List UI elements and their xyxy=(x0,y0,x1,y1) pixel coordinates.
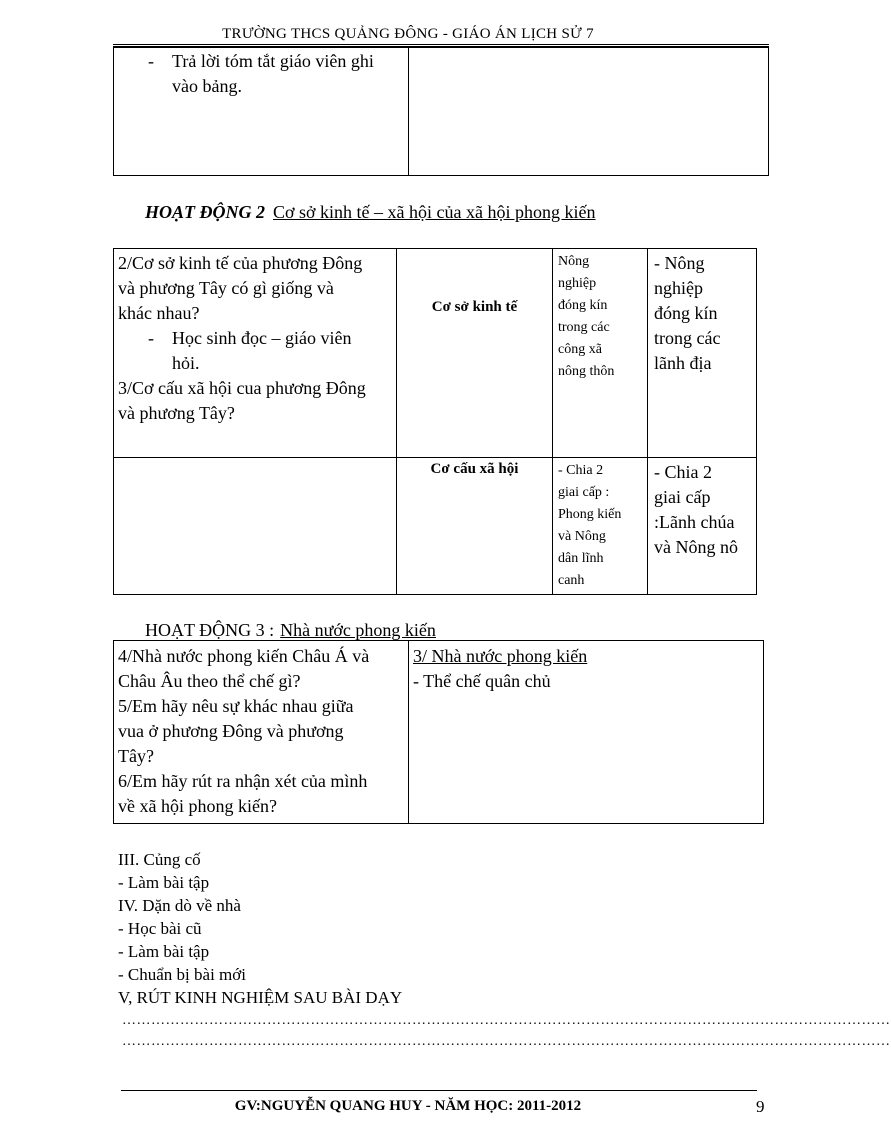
answer-table xyxy=(113,46,769,176)
answer-bullet: - Trả lời tóm tắt giáo viên ghi vào bảng. xyxy=(148,51,374,96)
answer-line-2: vào bảng. xyxy=(172,76,242,96)
answer-line-1: Trả lời tóm tắt giáo viên ghi xyxy=(172,51,374,71)
state-answer-cell xyxy=(409,641,764,824)
row-1-east-text xyxy=(553,249,647,385)
dotted-line-1: …………………………………………………………………………………………………………………………………………… xyxy=(122,1013,891,1028)
question-2-line-2: và phương Tây có gì giống và xyxy=(118,278,334,298)
row-2-west-cell xyxy=(648,458,757,595)
dotted-line-2: …………………………………………………………………………………………………………………………………………… xyxy=(122,1034,891,1049)
row-2-east-line: dân lĩnh xyxy=(558,551,604,566)
row-1-west-line: trong các xyxy=(654,328,721,348)
activity-3-title: Nhà nước phong kiến xyxy=(280,620,436,640)
question-2-line-1: 2/Cơ sở kinh tế của phương Đông xyxy=(118,253,363,273)
row-2-west-line: - Chia 2 xyxy=(654,462,712,482)
question-6-line-2: về xã hội phong kiến? xyxy=(118,796,277,816)
question-5-line-1: 5/Em hãy nêu sự khác nhau giữa xyxy=(118,696,354,716)
state-table xyxy=(113,640,764,824)
row-1-label-cell xyxy=(397,249,553,458)
row-2-label: Cơ cấu xã hội xyxy=(430,461,519,477)
row-1-west-line: nghiệp xyxy=(654,278,703,298)
row-2-east-line: - Chia 2 xyxy=(558,463,604,478)
economy-society-table xyxy=(113,248,757,595)
homework-item: - Chuẩn bị bài mới xyxy=(118,965,246,984)
row-1-east-line: nông thôn xyxy=(558,364,615,379)
row-1-east-line: trong các xyxy=(558,320,610,335)
section-consolidation: III. Củng cố xyxy=(118,850,201,869)
question-5-line-2: vua ở phương Đông và phương xyxy=(118,721,344,741)
row-2-east-line: Phong kiến xyxy=(558,507,622,522)
row-1-label: Cơ sở kinh tế xyxy=(431,299,518,315)
row-1-west-line: lãnh địa xyxy=(654,353,712,373)
row-2-east-line: và Nông xyxy=(558,529,606,544)
activity-2-title: Cơ sở kinh tế – xã hội của xã hội phong kiến xyxy=(273,202,596,222)
homework-item: - Học bài cũ xyxy=(118,919,202,938)
bullet-line-1: Học sinh đọc – giáo viên xyxy=(172,328,352,348)
homework-item: - Làm bài tập xyxy=(118,942,210,961)
row-2-west-text xyxy=(648,458,756,562)
row-2-label-cell xyxy=(397,458,553,595)
row-2-east-line: canh xyxy=(558,573,585,588)
row-2-empty-cell xyxy=(114,458,397,595)
page-header-title: TRƯỜNG THCS QUẢNG ĐÔNG - GIÁO ÁN LỊCH SỬ 7 xyxy=(222,26,594,42)
row-1-east-line: Nông xyxy=(558,254,590,269)
state-answer-line: - Thể chế quân chủ xyxy=(413,671,551,691)
activity-2-heading xyxy=(145,202,596,223)
footer-rule xyxy=(121,1090,757,1091)
question-4-line-1: 4/Nhà nước phong kiến Châu Á và xyxy=(118,646,370,666)
row-2-west-line: giai cấp xyxy=(654,487,711,507)
question-3-line-2: và phương Tây? xyxy=(118,403,235,423)
questions-cell xyxy=(114,249,397,458)
activity-2-lead: HOẠT ĐỘNG 2 xyxy=(145,202,265,222)
row-1-east-line: đóng kín xyxy=(558,298,608,313)
state-answer-heading: 3/ Nhà nước phong kiến xyxy=(413,646,588,666)
row-2-east-line: giai cấp : xyxy=(558,485,610,500)
row-1-east-cell xyxy=(553,249,648,458)
answer-left-cell xyxy=(114,47,409,176)
page-number: 9 xyxy=(756,1097,765,1116)
section-reflection: V, RÚT KINH NGHIỆM SAU BÀI DẠY xyxy=(118,988,403,1007)
row-1-east-line: công xã xyxy=(558,342,602,357)
row-2-west-line: và Nông nô xyxy=(654,537,738,557)
activity-3-lead: HOẠT ĐỘNG 3 : xyxy=(145,620,275,640)
row-1-west-line: - Nông xyxy=(654,253,705,273)
answer-right-cell xyxy=(409,47,769,176)
lesson-summary xyxy=(118,848,402,1009)
question-6-line-1: 6/Em hãy rút ra nhận xét của mình xyxy=(118,771,368,791)
consolidation-item: - Làm bài tập xyxy=(118,873,210,892)
question-3-line-1: 3/Cơ cấu xã hội cua phương Đông xyxy=(118,378,366,398)
row-1-west-text xyxy=(648,249,756,378)
header-rule xyxy=(113,44,769,45)
row-1-east-line: nghiệp xyxy=(558,276,597,291)
question-4-line-2: Châu Âu theo thể chế gì? xyxy=(118,671,301,691)
question-5-line-3: Tây? xyxy=(118,746,154,766)
row-1-west-line: đóng kín xyxy=(654,303,718,323)
row-2-east-cell xyxy=(553,458,648,595)
bullet-line-2: hỏi. xyxy=(172,353,200,373)
section-homework: IV. Dặn dò về nhà xyxy=(118,896,241,915)
question-2-line-3: khác nhau? xyxy=(118,303,200,323)
activity-3-heading xyxy=(145,620,436,641)
state-questions-cell xyxy=(114,641,409,824)
row-1-west-cell xyxy=(648,249,757,458)
footer-text: GV:NGUYỄN QUANG HUY - NĂM HỌC: 2011-2012 xyxy=(234,1098,582,1114)
row-2-west-line: :Lãnh chúa xyxy=(654,512,735,532)
question-bullet: - Học sinh đọc – giáo viên hỏi. xyxy=(148,328,352,373)
row-2-east-text xyxy=(553,458,647,594)
